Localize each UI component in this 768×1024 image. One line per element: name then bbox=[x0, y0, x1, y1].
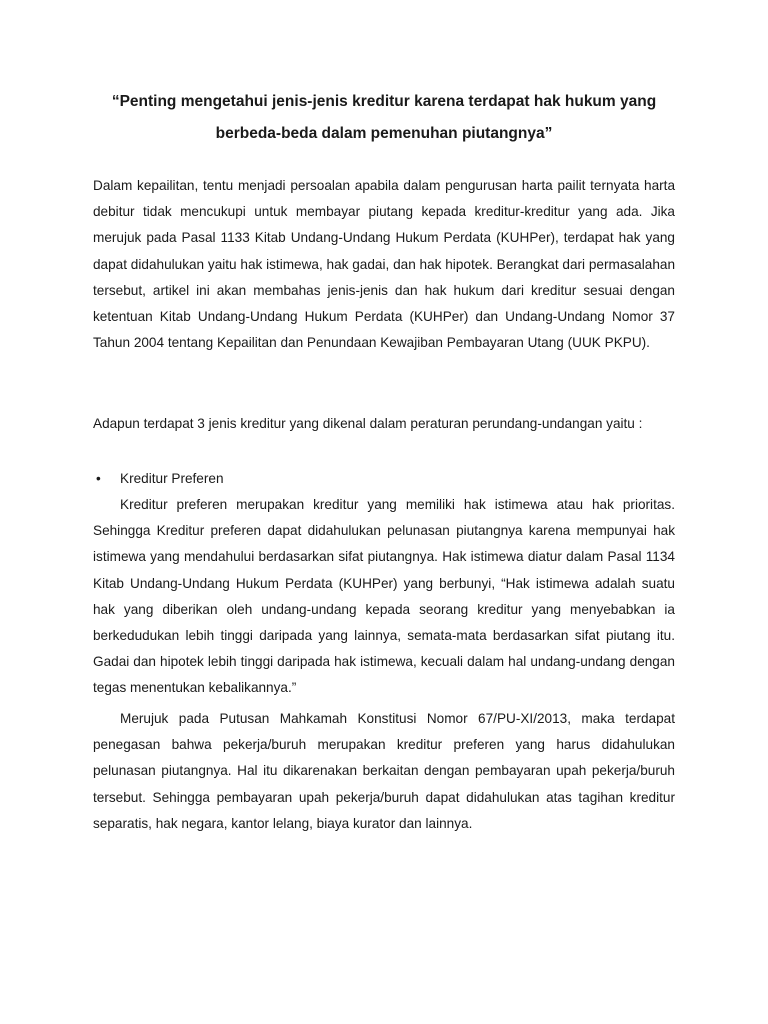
intro-paragraph: Dalam kepailitan, tentu menjadi persoalan apabila dalam pengurusan harta pailit ternyata harta debitur tidak mencukupi untuk membayar piutang kepada kreditur-kreditur yang ada. Jika merujuk pada Pasal 1133 Kitab Undang-Undang Hukum Perdata (KUHPer), terdapat hak yang dapat didahulukan yaitu hak istimewa, hak gadai, dan hak hipotek. Berangkat dari permasalahan tersebut, artikel ini akan membahas jenis-jenis dan hak hukum dari kreditur sesuai dengan ketentuan Kitab Undang-Undang Hukum Perdata (KUHPer) dan Undang-Undang Nomor 37 Tahun 2004 tentang Kepailitan dan Penundaan Kewajiban Pembayaran Utang (UUK PKPU). bbox=[93, 178, 675, 351]
title-line-2: berbeda-beda dalam pemenuhan piutangnya” bbox=[215, 125, 553, 142]
preferen-paragraph-2: Merujuk pada Putusan Mahkamah Konstitusi Nomor 67/PU-XI/2013, maka terdapat penegasan bahwa pekerja/buruh merupakan kreditur preferen yang harus didahulukan pelunasan piutangnya. Hal itu dikarenakan berkaitan dengan pembayaran upah pekerja/buruh tersebut. Sehingga pembayaran upah pekerja/buruh dapat didahulukan atas tagihan kreditur separatis, hak negara, kantor lelang, biaya kurator dan lainnya. bbox=[93, 711, 675, 831]
preferen-paragraph-1: Kreditur preferen merupakan kreditur yang memiliki hak istimewa atau hak prioritas. Sehingga Kreditur preferen dapat didahulukan pelunasan piutangnya karena mempunyai hak istimewa yang mendahului berdasarkan sifat piutangnya. Hak istimewa diatur dalam Pasal 1134 Kitab Undang-Undang Hukum Perdata (KUHPer) yang berbunyi, “Hak istimewa adalah suatu hak yang diberikan oleh undang-undang kepada seorang kreditur yang menyebabkan ia berkedudukan lebih tinggi daripada yang lainnya, semata-mata berdasarkan sifat piutang itu. Gadai dan hipotek lebih tinggi daripada hak istimewa, kecuali dalam hal undang-undang dengan tegas menentukan kebalikannya.” bbox=[93, 497, 675, 696]
title-line-1: “Penting mengetahui jenis-jenis kreditur karena terdapat hak hukum yang bbox=[111, 93, 657, 110]
bullet-heading: Kreditur Preferen bbox=[120, 471, 224, 486]
types-intro-paragraph: Adapun terdapat 3 jenis kreditur yang dikenal dalam peraturan perundang-undangan yaitu : bbox=[93, 416, 643, 431]
document-title bbox=[96, 86, 672, 150]
bullet-icon: • bbox=[96, 471, 101, 486]
